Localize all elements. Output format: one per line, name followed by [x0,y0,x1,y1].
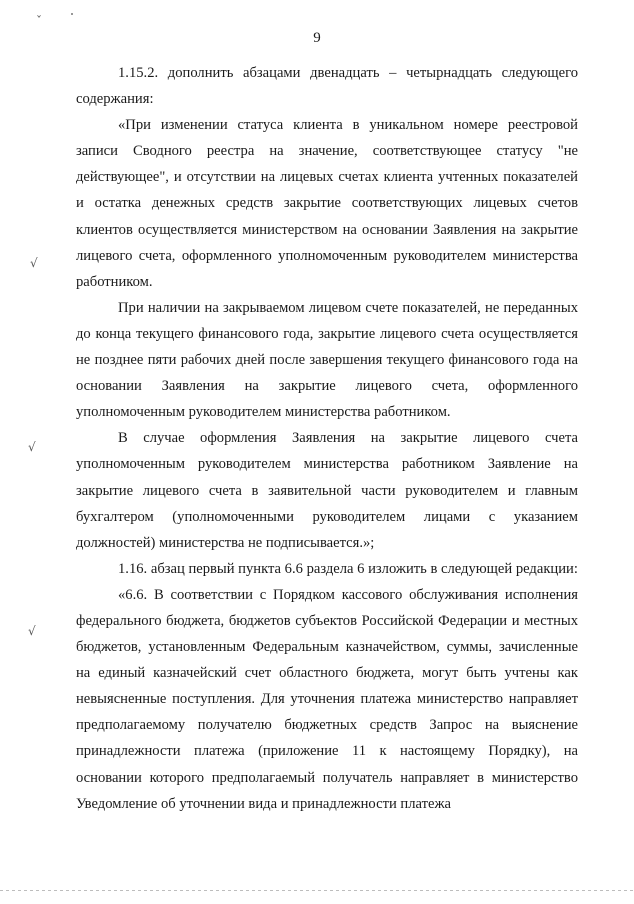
margin-check-mark: √ [28,440,36,454]
scan-mark: ˇ [36,14,42,28]
margin-check-mark: √ [28,624,36,638]
scan-speck [71,13,73,15]
document-body [76,60,578,817]
paragraph-1-15-2: 1.15.2. дополнить абзацами двенадцать – четырнадцать следующего содержания: [76,65,578,108]
paragraph-client-status: «При изменении статуса клиента в уникальном номере реестровой записи Сводного реестра на значение, соответствующее статусу "не действующее", и отсутствии на лицевых счетах клиента учтенных показателей и остатка денежных средств закрытие соответствующих лицевых счетов клиентов осуществляется министерством на основании Заявления на закрытие лицевого счета, оформленного уполномоченным руководителем министерства работником. [76,117,578,290]
paragraph-6-6: «6.6. В соответствии с Порядком кассового обслуживания исполнения федерального бюджета, бюджетов субъектов Российской Федерации и местных бюджетов, установленным Федеральным казначейством, суммы, зачисленные на единый казначейский счет областного бюджета, могут быть учтены как невыясненные поступления. Для уточнения платежа министерство направляет предполагаемому получателю бюджетных средств Запрос на выяснение принадлежности платежа (приложение 11 к настоящему Порядку), на основании которого предполагаемый получатель направляет в министерство Уведомление об уточнении вида и принадлежности платежа [76,586,578,812]
paragraph-application-signing: В случае оформления Заявления на закрытие лицевого счета уполномоченным руководителем министерства работником Заявление на закрытие лицевого счета в заявительной части руководителем и главным бухгалтером (уполномоченными руководителем лицами с указанием должностей) министерства не подписывается.»; [76,430,578,551]
page-number: 9 [313,30,321,46]
paragraph-unsent-indicators: При наличии на закрываемом лицевом счете показателей, не переданных до конца текущего финансового года, закрытие лицевого счета осуществляется не позднее пяти рабочих дней после завершения текущего финансового года на основании Заявления на закрытие лицевого счета, оформленного уполномоченным руководителем министерства работником. [76,299,578,421]
margin-check-mark: √ [30,256,38,270]
paragraph-1-16: 1.16. абзац первый пункта 6.6 раздела 6 изложить в следующей редакции: [118,560,578,577]
scan-edge-line [0,890,634,891]
